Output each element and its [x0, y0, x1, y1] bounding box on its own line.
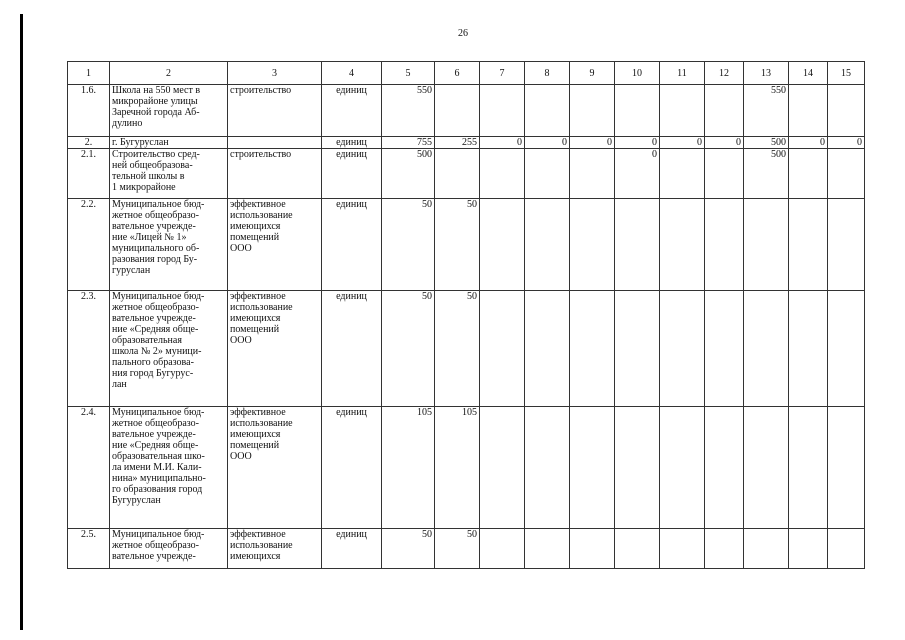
- measure-type-cell: эффективное использование имеющихся: [228, 529, 322, 569]
- value-cell: [615, 199, 660, 291]
- value-cell: [570, 199, 615, 291]
- column-header: 4: [322, 62, 382, 85]
- margin-bar: [20, 14, 23, 630]
- column-header: 2: [110, 62, 228, 85]
- column-header: 8: [525, 62, 570, 85]
- column-header: 13: [744, 62, 789, 85]
- value-cell: 255: [435, 137, 480, 149]
- page-number: 26: [458, 28, 468, 39]
- value-cell: 550: [382, 85, 435, 137]
- unit-cell: единиц: [322, 149, 382, 199]
- unit-cell: единиц: [322, 529, 382, 569]
- row-number-cell: 2.5.: [68, 529, 110, 569]
- value-cell: [828, 407, 865, 529]
- value-cell: [789, 529, 828, 569]
- value-cell: [570, 149, 615, 199]
- measure-type-cell: эффективное использование имеющихся помещений ООО: [228, 199, 322, 291]
- value-cell: [480, 199, 525, 291]
- value-cell: [525, 291, 570, 407]
- value-cell: [525, 85, 570, 137]
- value-cell: [789, 291, 828, 407]
- value-cell: 755: [382, 137, 435, 149]
- row-number-cell: 1.6.: [68, 85, 110, 137]
- value-cell: [705, 291, 744, 407]
- measure-type-cell: строительство: [228, 85, 322, 137]
- value-cell: [705, 199, 744, 291]
- value-cell: 0: [705, 137, 744, 149]
- value-cell: 0: [615, 137, 660, 149]
- object-name-cell: Школа на 550 мест в микрорайоне улицы Заречной города Аб- дулино: [110, 85, 228, 137]
- value-cell: [435, 149, 480, 199]
- value-cell: [705, 149, 744, 199]
- value-cell: [525, 407, 570, 529]
- column-header: 12: [705, 62, 744, 85]
- value-cell: [744, 529, 789, 569]
- unit-cell: единиц: [322, 291, 382, 407]
- unit-cell: единиц: [322, 199, 382, 291]
- value-cell: 50: [435, 291, 480, 407]
- column-header: 7: [480, 62, 525, 85]
- header-row: [68, 62, 865, 85]
- value-cell: 0: [615, 149, 660, 199]
- column-header: 3: [228, 62, 322, 85]
- value-cell: [705, 85, 744, 137]
- value-cell: [828, 149, 865, 199]
- column-header: 5: [382, 62, 435, 85]
- column-header: 15: [828, 62, 865, 85]
- value-cell: [570, 85, 615, 137]
- object-name-cell: Строительство сред- ней общеобразова- тельной школы в 1 микрорайоне: [110, 149, 228, 199]
- value-cell: 500: [744, 137, 789, 149]
- value-cell: [660, 149, 705, 199]
- value-cell: 0: [570, 137, 615, 149]
- value-cell: [660, 407, 705, 529]
- value-cell: [435, 85, 480, 137]
- value-cell: [744, 291, 789, 407]
- value-cell: 105: [435, 407, 480, 529]
- table-row: [68, 291, 865, 407]
- value-cell: [525, 199, 570, 291]
- measure-type-cell: [228, 137, 322, 149]
- value-cell: 50: [382, 199, 435, 291]
- value-cell: 50: [435, 529, 480, 569]
- value-cell: [480, 529, 525, 569]
- value-cell: 550: [744, 85, 789, 137]
- value-cell: 0: [525, 137, 570, 149]
- value-cell: 0: [480, 137, 525, 149]
- value-cell: [789, 85, 828, 137]
- value-cell: 500: [382, 149, 435, 199]
- value-cell: 0: [660, 137, 705, 149]
- row-number-cell: 2.1.: [68, 149, 110, 199]
- table-row: [68, 199, 865, 291]
- value-cell: [789, 149, 828, 199]
- object-name-cell: г. Бугуруслан: [110, 137, 228, 149]
- value-cell: [570, 407, 615, 529]
- value-cell: 0: [789, 137, 828, 149]
- table-row: [68, 149, 865, 199]
- value-cell: 105: [382, 407, 435, 529]
- value-cell: [660, 85, 705, 137]
- unit-cell: единиц: [322, 407, 382, 529]
- value-cell: [705, 407, 744, 529]
- value-cell: [660, 199, 705, 291]
- value-cell: [789, 407, 828, 529]
- measure-type-cell: эффективное использование имеющихся помещений ООО: [228, 291, 322, 407]
- value-cell: [480, 291, 525, 407]
- column-header: 14: [789, 62, 828, 85]
- object-name-cell: Муниципальное бюд- жетное общеобразо- вательное учрежде- ние «Средняя обще- образовательная шко- ла имени М.И. Кали- нина» муниципально- го образования город Бугуруслан: [110, 407, 228, 529]
- unit-cell: единиц: [322, 137, 382, 149]
- value-cell: [744, 407, 789, 529]
- unit-cell: единиц: [322, 85, 382, 137]
- value-cell: [828, 529, 865, 569]
- row-number-cell: 2.: [68, 137, 110, 149]
- value-cell: [744, 199, 789, 291]
- object-name-cell: Муниципальное бюд- жетное общеобразо- вательное учрежде- ние «Лицей № 1» муниципального об- разования город Бу- гуруслан: [110, 199, 228, 291]
- value-cell: [525, 149, 570, 199]
- value-cell: [828, 85, 865, 137]
- value-cell: [615, 407, 660, 529]
- value-cell: [660, 291, 705, 407]
- value-cell: [525, 529, 570, 569]
- value-cell: 50: [435, 199, 480, 291]
- column-header: 9: [570, 62, 615, 85]
- table-row: [68, 407, 865, 529]
- value-cell: [480, 149, 525, 199]
- value-cell: 50: [382, 291, 435, 407]
- object-name-cell: Муниципальное бюд- жетное общеобразо- вательное учрежде- ние «Средняя обще- образовательная школа № 2» муници- пального образова- ния город Бугурус- лан: [110, 291, 228, 407]
- value-cell: [480, 407, 525, 529]
- row-number-cell: 2.4.: [68, 407, 110, 529]
- value-cell: [615, 291, 660, 407]
- value-cell: 50: [382, 529, 435, 569]
- measure-type-cell: эффективное использование имеющихся помещений ООО: [228, 407, 322, 529]
- column-header: 6: [435, 62, 480, 85]
- table-row: [68, 137, 865, 149]
- table-row: [68, 85, 865, 137]
- table-row: [68, 529, 865, 569]
- value-cell: [570, 529, 615, 569]
- value-cell: [828, 199, 865, 291]
- value-cell: [789, 199, 828, 291]
- value-cell: [615, 85, 660, 137]
- data-table: [67, 61, 865, 569]
- value-cell: [615, 529, 660, 569]
- value-cell: [570, 291, 615, 407]
- row-number-cell: 2.3.: [68, 291, 110, 407]
- column-header: 10: [615, 62, 660, 85]
- value-cell: [660, 529, 705, 569]
- column-header: 11: [660, 62, 705, 85]
- column-header: 1: [68, 62, 110, 85]
- value-cell: [480, 85, 525, 137]
- measure-type-cell: строительство: [228, 149, 322, 199]
- object-name-cell: Муниципальное бюд- жетное общеобразо- вательное учрежде-: [110, 529, 228, 569]
- value-cell: 500: [744, 149, 789, 199]
- value-cell: [828, 291, 865, 407]
- row-number-cell: 2.2.: [68, 199, 110, 291]
- value-cell: 0: [828, 137, 865, 149]
- value-cell: [705, 529, 744, 569]
- table-body: [68, 62, 865, 569]
